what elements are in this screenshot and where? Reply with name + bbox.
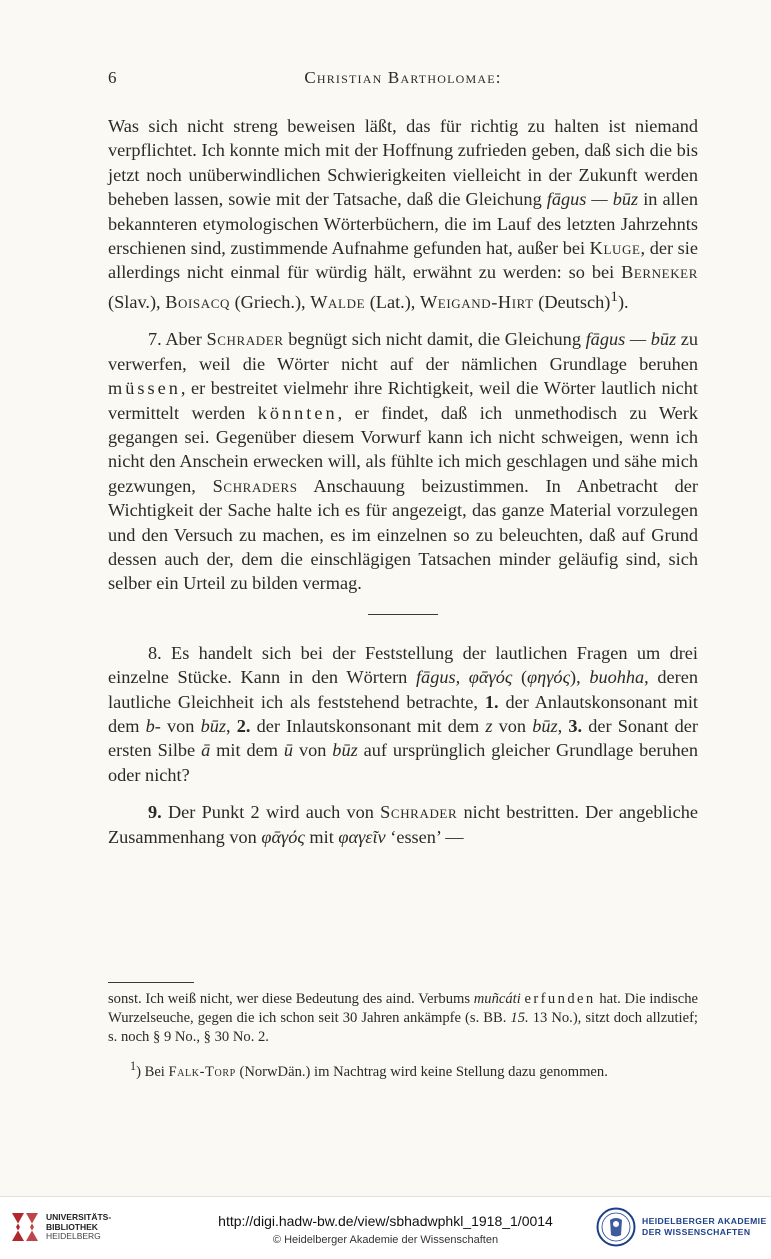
text-run: Anschauung beizustimmen. In Anbetracht der Wichtigkeit der Sache halte ich es für angezeigt, das ganze Material vorzulegen und den Versuch zu machen, es im einzelnen so zu beleuchten, daß auf Grund dessen auch der, dem die einschlägigen Tatsachen minder geläufig sind, sich selber ein Urteil zu bilden vermag. — [108, 475, 698, 594]
section-number: 7. — [148, 329, 162, 350]
italic-term: būz — [332, 740, 358, 761]
text-run: , der sie allerdings nicht einmal für würdig hält, erwähnt zu werden: so bei — [108, 238, 698, 283]
text-run: Der Punkt 2 wird auch von — [161, 802, 381, 823]
text-run: von — [293, 740, 333, 761]
footnote-continuation — [108, 990, 698, 1047]
footnote-1 — [108, 1057, 698, 1082]
academy-seal-icon[interactable] — [596, 1207, 636, 1247]
text-run: begnügt sich nicht damit, die Gleichung — [283, 329, 586, 350]
italic-term: fāgus, φᾱγός — [415, 667, 513, 688]
text-run: , deren lautliche Gleichheit ich als feststehend betrachte, — [108, 667, 698, 712]
text-run: der Sonant der ersten Silbe — [108, 716, 699, 761]
paragraph-9 — [108, 800, 698, 849]
text-run: Was sich nicht streng beweisen läßt, das für richtig zu halten ist niemand verpflichtet. Ich konnte mich mit der Hoffnung zufrieden geben, daß sich die bis jetzt noch unüberwindlichen Schwierigkeiten vielleicht in der Zukunft werden beheben lassen, sowie mit der Tatsache, daß die Gleichung — [108, 116, 698, 210]
text-run: , er findet, daß ich unmethodisch zu Werk gegangen sei. Gegenüber diesem Vorwurf kann ich nicht schweigen, wenn ich nicht den Anschein erwecken will, als fühlte ich mich geschlagen und sähe mich gezwungen, — [108, 402, 698, 496]
paragraph-7 — [108, 327, 698, 595]
text-run: (Lat.), — [365, 291, 420, 312]
text-run: ( — [512, 667, 528, 688]
uni-name-line: UNIVERSITÄTS- — [46, 1212, 112, 1222]
italic-term: muñcáti — [473, 991, 521, 1007]
author-name: Schraders — [212, 475, 298, 496]
academy-name-line: DER WISSENSCHAFTEN — [642, 1226, 751, 1237]
italic-term: būz — [532, 716, 558, 737]
section-divider — [368, 614, 438, 615]
text-run: , er bestreitet vielmehr ihre Richtigkeit, weil die Wörter lautlich nicht vermittelt werden — [108, 378, 698, 423]
italic-term: z — [485, 716, 493, 737]
italic-term: φᾱγός — [261, 826, 305, 847]
text-run: der Anlautskonsonant mit dem — [108, 691, 698, 737]
text-run: mit dem — [210, 740, 284, 761]
running-head-author: Christian Bartholomae: — [304, 68, 502, 87]
text-run: der Inlautskonsonant mit dem — [250, 716, 486, 737]
section-number: 8. — [148, 642, 162, 663]
text-run: auf ursprünglich gleicher Grundlage beruhen oder nicht? — [108, 740, 698, 785]
text-run: zu verwerfen, weil die Wörter nicht auf der nämlichen Grundlage beruhen — [108, 329, 699, 374]
emphasis-spaced: erfunden — [524, 991, 596, 1007]
italic-term: φαγεῖν — [338, 826, 386, 847]
emphasis-spaced: könnten — [257, 402, 338, 423]
text-run: 13 No.), sitzt doch allzutief; s. noch § 9 No., § 30 No. 2. — [108, 1010, 698, 1045]
italic-term: buohha — [589, 667, 645, 688]
text-run: von — [160, 716, 201, 737]
text-run: (Deutsch) — [533, 291, 611, 312]
footnotes — [108, 990, 698, 1082]
italic-term: fāgus — būz — [546, 189, 639, 210]
copyright-notice: © Heidelberger Akademie der Wissenschaften — [272, 1234, 499, 1246]
text-run: Aber — [161, 329, 207, 350]
italic-term: φηγός — [527, 667, 570, 688]
text-run: , — [226, 716, 237, 737]
text-run: ). — [617, 291, 629, 312]
uni-name-line: HEIDELBERG — [46, 1231, 101, 1241]
footnote-rule — [108, 982, 194, 983]
author-name: Walde — [310, 291, 366, 312]
italic-term: fāgus — būz — [585, 329, 677, 350]
page-number: 6 — [108, 68, 117, 87]
author-name: Weigand-Hirt — [419, 291, 534, 312]
text-run: nicht bestritten. Der angebliche Zusammenhang von — [108, 802, 698, 847]
text-run: (Slav.), — [108, 291, 166, 312]
section-number: 9. — [148, 802, 162, 823]
permalink[interactable]: http://digi.hadw-bw.de/view/sbhadwphkl_1918_1/0014 — [218, 1213, 553, 1229]
footnote-marker: 1 — [610, 287, 618, 305]
italic-term: ū — [283, 740, 294, 761]
text-run: hat. Die indische Wurzelseuche, gegen die ich schon seit 30 Jahren ankämpfe (s. BB. — [108, 991, 698, 1026]
paragraph-8 — [108, 641, 698, 787]
text-run: , — [557, 716, 569, 737]
author-name: Boisacq — [165, 291, 230, 312]
paragraph-intro — [108, 114, 698, 314]
text-run: ) Bei — [136, 1063, 169, 1080]
italic-term: ā — [201, 740, 211, 761]
text-run: ‘essen’ — — [385, 826, 464, 847]
emphasis-spaced: müssen — [108, 378, 181, 399]
text-run: ), — [570, 667, 590, 688]
text-run: Es handelt sich bei der Feststellung der lautlichen Fragen um drei einzelne Stücke. Kann in den Wörtern — [108, 642, 698, 688]
academy-name-line: HEIDELBERGER AKADEMIE — [642, 1216, 767, 1226]
author-name: Schrader — [206, 329, 284, 350]
list-number: 1. — [484, 691, 499, 712]
text-run: sonst. Ich weiß nicht, wer diese Bedeutung des aind. Verbums — [108, 991, 474, 1007]
text-run: (Griech.), — [230, 291, 311, 312]
body-text — [108, 114, 698, 849]
viewer-footer — [0, 1196, 771, 1259]
running-head — [108, 68, 698, 94]
author-name: Berneker — [621, 262, 698, 283]
list-number: 2. — [236, 716, 251, 737]
author-name: Schrader — [380, 802, 458, 823]
author-name: Falk-Torp — [168, 1063, 236, 1080]
italic-term: būz — [200, 716, 227, 737]
academy-name — [642, 1216, 767, 1237]
text-run: von — [492, 716, 533, 737]
uni-name-line: BIBLIOTHEK — [46, 1221, 98, 1232]
list-number: 3. — [568, 716, 583, 737]
author-name: Kluge — [589, 238, 641, 259]
footnote-marker: 1 — [130, 1059, 137, 1073]
text-run: in allen bekannteren etymologischen Wörterbüchern, die im Lauf des letzten Jahrzehnts erschienen sind, zustimmende Aufnahme gefunden hat, außer bei — [108, 189, 698, 259]
italic-term: 15. — [510, 1010, 529, 1026]
text-run: (NorwDän.) im Nachtrag wird keine Stellung dazu genommen. — [235, 1063, 608, 1080]
italic-term: b- — [145, 716, 161, 737]
text-run: mit — [304, 826, 339, 847]
